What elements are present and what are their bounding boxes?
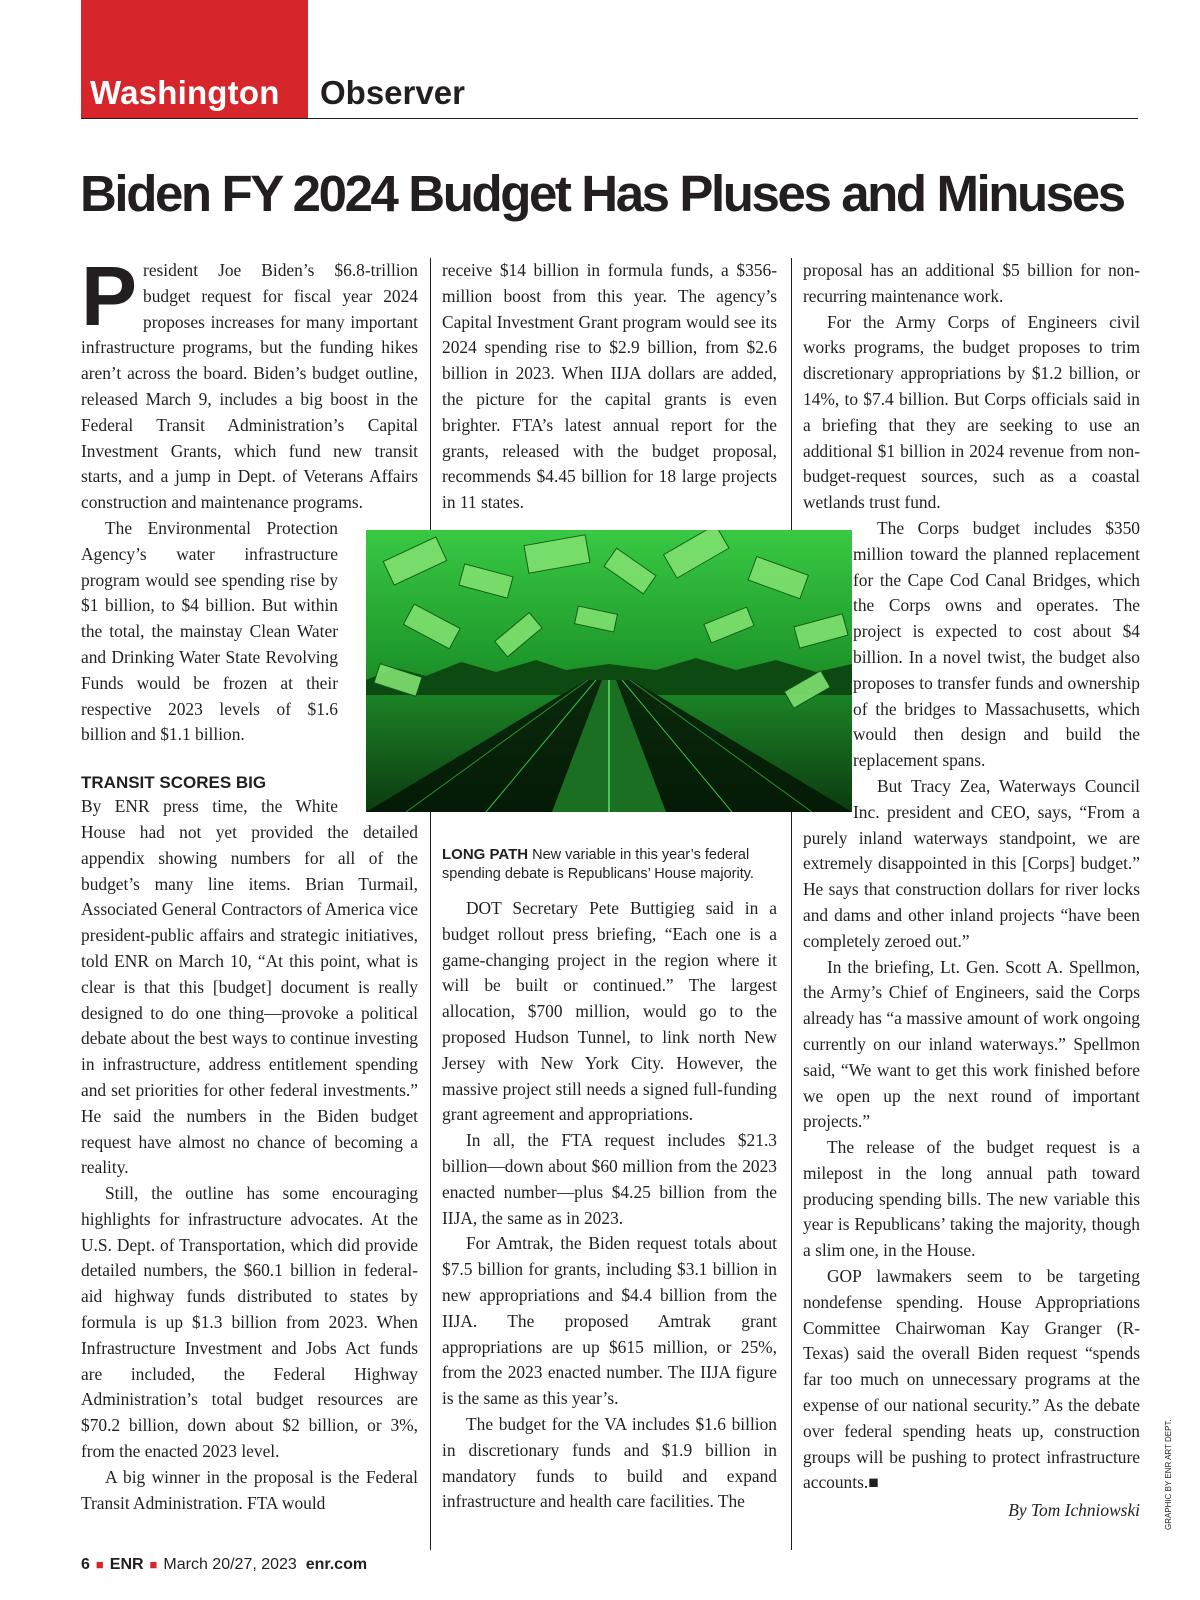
image-caption <box>442 845 777 884</box>
page-number: 6 <box>81 1556 90 1573</box>
paragraph: Still, the outline has some encouraging highlights for infrastructure advocates. At the U.S. Dept. of Transportation, which did provide detailed numbers, the $60.1 billion in federal-aid highway funds distributed to states by formula is up $1.3 billion from 2023. When Infrastructure Investment and Jobs Act funds are included, the Federal Highway Administration’s total budget resources are $70.2 billion, down about $2 billion, or 3%, from the enacted 2023 level. <box>81 1183 418 1462</box>
paragraph: The release of the budget request is a milepost in the long annual path toward producing spending bills. The new variable this year is Republicans’ taking the majority, though a slim one, in the House. <box>803 1137 1140 1261</box>
column-divider-1 <box>430 258 431 1550</box>
paragraph: In all, the FTA request includes $21.3 billion—down about $60 million from the 2023 enacted number—plus $4.25 billion from the IIJA, the same as in 2023. <box>442 1130 777 1228</box>
caption-text: New variable in this year’s federal spending debate is Republicans’ House majority. <box>442 847 754 882</box>
caption-label: LONG PATH <box>442 846 529 863</box>
column-divider-2 <box>791 258 792 1550</box>
paragraph: DOT Secretary Pete Buttigieg said in a budget rollout press briefing, “Each one is a game-changing project in the region where it will be built or continued.” The largest allocation, $700 million, would go to the proposed Hudson Tunnel, to link north New Jersey with New York City. However, the massive project still needs a signed full-funding grant agreement and appropriations. <box>442 897 777 1125</box>
paragraph: The Corps budget includes $350 million toward the planned replacement for the Cape Cod Canal Bridges, which the Corps owns and operates. The project is expected to cost about $4 billion. In a novel twist, the budget also proposes to transfer funds and ownership of the bridges to Massachusetts, which would then design and build the replacement spans. <box>853 517 1140 771</box>
footer-separator-icon: ■ <box>149 1557 158 1572</box>
end-mark: ■ <box>868 1472 879 1493</box>
paragraph: proposal has an additional $5 billion for non-recurring maintenance work. <box>803 260 1140 306</box>
paragraph-text: GOP lawmakers seem to be targeting nondefense spending. House Appropriations Committee Chairwoman Kay Granger (R-Texas) said the overall Biden request “spends far too much on unnecessary programs at the expense of our national security.” As the debate over federal spending heats up, construction groups will be pushing to protect infrastructure accounts. <box>803 1266 1140 1493</box>
paragraph: For the Army Corps of Engineers civil works programs, the budget proposes to trim discretionary appropriations by $1.2 billion, or 14%, to $7.4 billion. But Corps officials said in a briefing that they are seeking to use an additional $1 billion in 2024 revenue from non-budget-request sources, such as a coastal wetlands trust fund. <box>803 311 1140 513</box>
byline: By Tom Ichniowski <box>1008 1500 1140 1521</box>
paragraph: A big winner in the proposal is the Federal Transit Administration. FTA would <box>81 1466 418 1513</box>
article-column-2 <box>442 258 777 1515</box>
graphic-credit: GRAPHIC BY ENR ART DEPT. <box>1164 1419 1173 1530</box>
section-label-observer: Observer <box>320 74 465 111</box>
paragraph: For Amtrak, the Biden request totals about $7.5 billion for grants, including $3.1 billion in new appropriations and $4.4 billion from the IIJA. The proposed Amtrak grant appropriations are up $615 million, or 25%, from the 2023 enacted number. The IIJA figure is the same as this year’s. <box>442 1233 777 1409</box>
masthead-rule <box>81 118 1138 119</box>
article-column-3 <box>803 258 1140 1524</box>
paragraph: The budget for the VA includes $1.6 billion in discretionary funds and $1.9 billion in mandatory funds to build and expand infrastructure and health care facilities. The <box>442 1413 777 1512</box>
subhead-transit: TRANSIT SCORES BIG <box>81 773 267 793</box>
money-highway-illustration <box>366 530 852 812</box>
footer-separator-icon: ■ <box>95 1557 104 1572</box>
paragraph <box>803 1264 1140 1496</box>
article-headline: Biden FY 2024 Budget Has Pluses and Minuses <box>80 165 1124 222</box>
paragraph: In the briefing, Lt. Gen. Scott A. Spellmon, the Army’s Chief of Engineers, said the Corps already has “a massive amount of work ongoing currently on our inland waterways.” Spellmon said, “We want to get this work finished before we open up the next round of important projects.” <box>803 956 1140 1132</box>
drop-cap: P <box>81 249 138 343</box>
footer-date: March 20/27, 2023 <box>163 1556 297 1573</box>
section-label-washington: Washington <box>90 74 280 111</box>
illustration-graphic <box>366 530 852 812</box>
paragraph: The Environmental Protection Agency’s water infrastructure program would see spending rise by $1 billion, to $4 billion. But within the total, the mainstay Clean Water and Drinking Water State Revolving Funds would be frozen at their respective 2023 levels of $1.6 billion and $1.1 billion. <box>81 517 338 745</box>
paragraph <box>81 249 418 516</box>
page-footer <box>81 1556 367 1574</box>
paragraph: receive $14 billion in formula funds, a $356-million boost from this year. The agency’s Capital Investment Grant program would see its 2024 spending rise to $2.9 billion, from $2.6 billion in 2023. When IIJA dollars are added, the picture for the capital grants is even brighter. FTA’s latest annual report for the grants, released with the budget proposal, recommends $4.45 billion for 18 large projects in 11 states. <box>442 260 777 513</box>
footer-site: enr.com <box>305 1556 368 1573</box>
paragraph-text: resident Joe Biden’s $6.8-trillion budget request for fiscal year 2024 proposes increases for many important infrastructure programs, but the funding hikes aren’t across the board. Biden’s budget outline, released March 9, includes a big boost in the Federal Transit Administration’s Capital Investment Grants, which fund new transit starts, and a jump in Dept. of Veterans Affairs construction and maintenance programs. <box>81 260 418 513</box>
article-column-1 <box>81 249 418 1516</box>
paragraph: By ENR press time, the White House had not yet provided the detailed appendix showing numbers for all of the budget’s many line items. Brian Turmail, Associated General Contractors of America vice president-public affairs and strategic initiatives, told ENR on March 10, “At this point, what is clear is that this [budget] document is really designed to do one thing—provoke a political debate about the best ways to continue investing in infrastructure, address entitlement spending and set priorities for other federal investments.” He said the numbers in the Biden budget request have almost no chance of becoming a reality. <box>81 796 418 1178</box>
footer-magazine: ENR <box>109 1556 144 1573</box>
paragraph: But Tracy Zea, Waterways Council Inc. president and CEO, says, “From a purely inland waterways standpoint, we are extremely disappointed in this [Corps] budget.” He says that construction dollars for river locks and dams and other inland projects “have been completely zeroed out.” <box>803 775 1140 951</box>
